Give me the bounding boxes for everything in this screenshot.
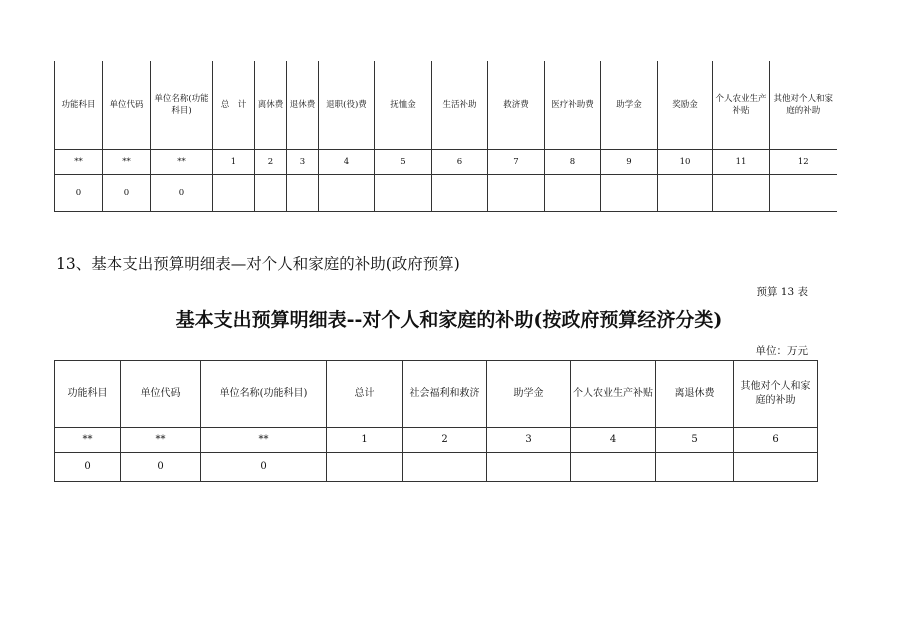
table-1-value-cell — [255, 175, 287, 212]
table-2-header-cell: 其他对个人和家庭的补助 — [734, 361, 818, 428]
table-2-value-row — [55, 453, 818, 482]
table-1-header-cell: 助学金 — [601, 61, 658, 150]
table-2-index-cell: 3 — [487, 428, 571, 453]
table-2-index-cell: 6 — [734, 428, 818, 453]
table-1-index-cell: 10 — [658, 150, 713, 175]
table-1-index-cell: ** — [151, 150, 213, 175]
table-1-index-cell: 4 — [319, 150, 375, 175]
table-2-header-cell: 个人农业生产补贴 — [571, 361, 656, 428]
table-1-header-cell: 退职(役)费 — [319, 61, 375, 150]
table-1-value-cell — [287, 175, 319, 212]
table-1-value-cell — [658, 175, 713, 212]
table-1-index-cell: 5 — [375, 150, 432, 175]
table-2-header-cell: 总计 — [327, 361, 403, 428]
table-1-header-cell: 个人农业生产补贴 — [713, 61, 770, 150]
table-1-value-cell — [432, 175, 488, 212]
table-1-index-cell: 3 — [287, 150, 319, 175]
table-1-header-cell: 单位代码 — [103, 61, 151, 150]
table-1-value-cell — [213, 175, 255, 212]
table-1-index-cell: 11 — [713, 150, 770, 175]
table-1-header-cell: 抚恤金 — [375, 61, 432, 150]
table-2-header-cell: 单位代码 — [121, 361, 201, 428]
table-2-header-row — [55, 361, 818, 428]
table-1-value-cell — [319, 175, 375, 212]
table-1-value-row — [55, 175, 837, 212]
table-1-value-cell — [601, 175, 658, 212]
table-2-value-cell — [403, 453, 487, 482]
table-2-value-cell — [656, 453, 734, 482]
table-1-header-cell: 救济费 — [488, 61, 545, 150]
table-2-index-cell: ** — [201, 428, 327, 453]
table-2-header-cell: 单位名称(功能科目) — [201, 361, 327, 428]
table-1-index-cell: 1 — [213, 150, 255, 175]
table-1-value-cell: 0 — [55, 175, 103, 212]
table-1-value-cell — [375, 175, 432, 212]
table-2-header-cell: 助学金 — [487, 361, 571, 428]
table-1-index-cell: ** — [103, 150, 151, 175]
table-1-value-cell — [770, 175, 837, 212]
table-1-value-cell: 0 — [103, 175, 151, 212]
table-2-value-cell — [327, 453, 403, 482]
table-1-value-cell — [545, 175, 601, 212]
table-1-header-cell: 生活补助 — [432, 61, 488, 150]
table-2-index-cell: 2 — [403, 428, 487, 453]
table-1-index-cell: 8 — [545, 150, 601, 175]
unit-label: 单位：万元 — [755, 345, 808, 357]
table-1-value-cell — [488, 175, 545, 212]
main-title: 基本支出预算明细表--对个人和家庭的补助(按政府预算经济分类) — [175, 309, 723, 331]
section-title: 13、基本支出预算明细表—对个人和家庭的补助(政府预算) — [56, 255, 460, 273]
table-1-header-cell: 其他对个人和家庭的补助 — [770, 61, 837, 150]
table-1-index-cell: 2 — [255, 150, 287, 175]
table-2-header-cell: 离退休费 — [656, 361, 734, 428]
table-2 — [54, 360, 818, 482]
table-2-index-cell: ** — [55, 428, 121, 453]
table-1-header-cell: 功能科目 — [55, 61, 103, 150]
table-2-header-cell: 功能科目 — [55, 361, 121, 428]
table-1 — [54, 61, 837, 212]
table-1-index-cell: 9 — [601, 150, 658, 175]
table-1-header-cell: 医疗补助费 — [545, 61, 601, 150]
table-2-index-cell: 4 — [571, 428, 656, 453]
table-2-value-cell — [734, 453, 818, 482]
table-1-index-cell: ** — [55, 150, 103, 175]
table-2-value-cell: 0 — [121, 453, 201, 482]
table-1-index-row — [55, 150, 837, 175]
table-1-header-cell: 奖励金 — [658, 61, 713, 150]
table-2-value-cell: 0 — [201, 453, 327, 482]
table-2-index-cell: 5 — [656, 428, 734, 453]
table-1-header-cell: 单位名称(功能科目) — [151, 61, 213, 150]
table-1-header-cell: 退休费 — [287, 61, 319, 150]
table-1-header-cell: 总 计 — [213, 61, 255, 150]
table-number: 预算 13 表 — [756, 286, 808, 298]
table-2-value-cell: 0 — [55, 453, 121, 482]
table-2-index-cell: 1 — [327, 428, 403, 453]
table-1-index-cell: 12 — [770, 150, 837, 175]
table-1-header-cell: 离休费 — [255, 61, 287, 150]
table-1-index-cell: 6 — [432, 150, 488, 175]
table-2-value-cell — [571, 453, 656, 482]
table-1-index-cell: 7 — [488, 150, 545, 175]
table-2-value-cell — [487, 453, 571, 482]
table-2-index-row — [55, 428, 818, 453]
table-1-value-cell — [713, 175, 770, 212]
table-1-value-cell: 0 — [151, 175, 213, 212]
table-1-header-row — [55, 61, 837, 150]
table-2-index-cell: ** — [121, 428, 201, 453]
table-2-header-cell: 社会福利和救济 — [403, 361, 487, 428]
